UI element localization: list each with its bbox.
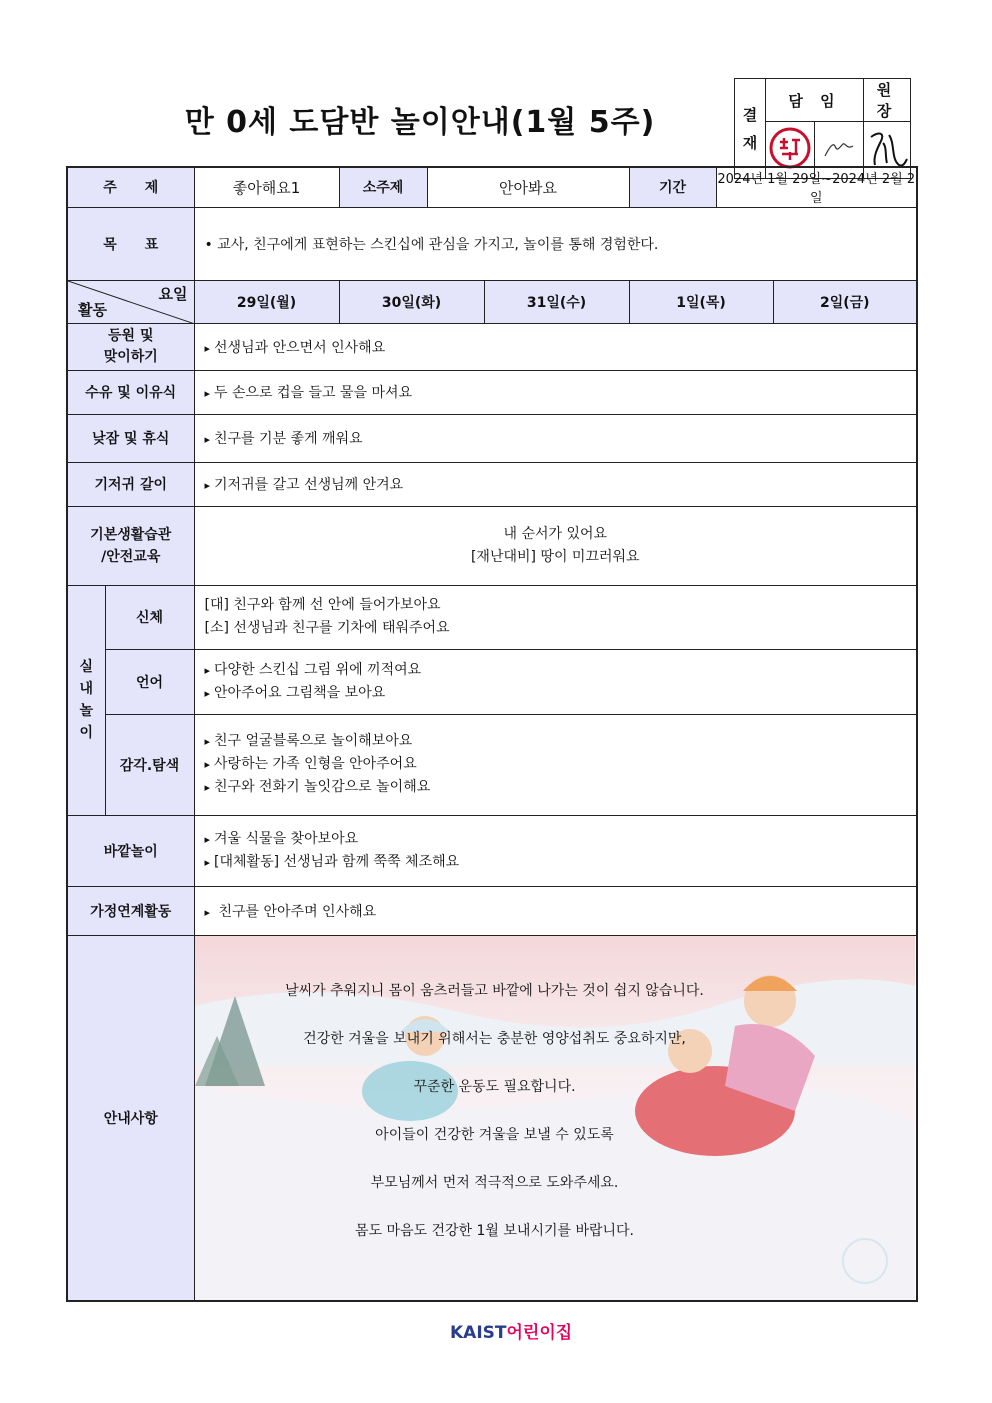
bullet-icon [205, 831, 215, 847]
indoor-play-label [67, 585, 105, 815]
arrival-text [194, 323, 917, 370]
bullet-icon [205, 685, 215, 701]
goal-text-value: 교사, 친구에게 표현하는 스킨십에 관심을 가지고, 놀이를 통해 경험한다. [217, 236, 659, 253]
habits-label [67, 506, 194, 585]
home-link-label: 가정연계활동 [67, 886, 194, 935]
outdoor-item: 겨울 식물을 찾아보아요 [214, 830, 359, 847]
indoor-label-char: 이 [79, 725, 94, 741]
habits-text-line1: 내 순서가 있어요 [503, 525, 608, 542]
bullet-icon [205, 854, 215, 870]
red-seal-icon [768, 126, 812, 170]
physical-items [194, 585, 917, 649]
day-activity-header [67, 280, 194, 323]
notice-cell [194, 935, 917, 1301]
language-item: 안아주어요 그림책을 보아요 [214, 684, 386, 701]
bullet-icon [205, 904, 215, 920]
bullet-icon [205, 662, 215, 678]
bullet-icon [205, 779, 215, 795]
indoor-label-char: 실 [79, 659, 94, 675]
director-header: 원 장 [864, 79, 911, 122]
theme-value: 좋아해요1 [194, 167, 339, 207]
bullet-icon [205, 756, 215, 772]
arrival-label-line2: 맞이하기 [103, 348, 158, 365]
goal-text: • 교사, 친구에게 표현하는 스킨십에 관심을 가지고, 놀이를 통해 경험한다. [194, 207, 917, 280]
period-value: 2024년 1월 29일~2024년 2월 2일 [716, 167, 917, 207]
subtheme-value: 안아봐요 [427, 167, 629, 207]
notice-text [195, 980, 795, 1268]
language-item: 다양한 스킨십 그림 위에 끼적여요 [214, 661, 422, 678]
nap-label: 낮잠 및 휴식 [67, 414, 194, 462]
plan-table [66, 166, 918, 1302]
physical-label: 신체 [105, 585, 194, 649]
notice-line: 몸도 마음도 건강한 1월 보내시기를 바랍니다. [354, 1222, 635, 1239]
arrival-label [67, 323, 194, 370]
outdoor-label: 바깥놀이 [67, 815, 194, 886]
sensory-label: 감각.탐색 [105, 714, 194, 815]
diaper-label: 기저귀 갈이 [67, 462, 194, 506]
outdoor-items [194, 815, 917, 886]
theme-label: 주 제 [67, 167, 194, 207]
bullet-icon [205, 385, 215, 401]
approval-box [734, 78, 911, 179]
language-label: 언어 [105, 649, 194, 714]
language-items [194, 649, 917, 714]
notice-line: 꾸준한 운동도 필요합니다. [413, 1078, 576, 1095]
feeding-text-value: 두 손으로 컵을 들고 물을 마셔요 [214, 385, 413, 401]
approval-label-top: 결 [742, 105, 758, 124]
signature-icon [817, 128, 861, 168]
page-title: 만 0세 도담반 놀이안내(1월 5주) [184, 105, 656, 140]
diaper-text [194, 462, 917, 506]
indoor-label-char: 내 [79, 681, 94, 697]
subtheme-label: 소주제 [339, 167, 427, 207]
indoor-label-char: 놀 [79, 703, 94, 719]
period-label: 기간 [629, 167, 716, 207]
diaper-text-value: 기저귀를 갈고 선생님께 안겨요 [214, 477, 404, 493]
day-header-fri: 2일(금) [773, 280, 917, 323]
habits-text [194, 506, 917, 585]
physical-item: [소] 선생님과 친구를 기차에 태워주어요 [204, 620, 450, 636]
habits-label-line2: /안전교육 [101, 548, 161, 565]
feeding-label: 수유 및 이유식 [67, 370, 194, 414]
notice-line: 아이들이 건강한 겨울을 보낼 수 있도록 [375, 1126, 614, 1143]
notice-line: 날씨가 추워지니 몸이 움츠러들고 바깥에 나가는 것이 쉽지 않습니다. [285, 982, 704, 999]
sensory-items [194, 714, 917, 815]
sensory-item: 친구 얼굴블록으로 놀이해보아요 [214, 733, 413, 749]
goal-label: 목 표 [67, 207, 194, 280]
home-link-text-value: 친구를 안아주며 인사해요 [218, 903, 377, 920]
activity-header-label: 활동 [78, 300, 107, 319]
sensory-item: 친구와 전화기 놀잇감으로 놀이해요 [214, 779, 431, 795]
day-header-wed: 31일(수) [484, 280, 629, 323]
day-header-thu: 1일(목) [629, 280, 773, 323]
notice-line: 건강한 겨울을 보내기 위해서는 충분한 영양섭취도 중요하지만, [303, 1030, 686, 1047]
bullet-icon [205, 431, 215, 447]
habits-label-line1: 기본생활습관 [90, 526, 172, 543]
bullet-icon [205, 733, 215, 749]
physical-item: [대] 친구와 함께 선 안에 들어가보아요 [204, 597, 441, 613]
day-header-tue: 30일(화) [339, 280, 484, 323]
day-header-mon: 29일(월) [194, 280, 339, 323]
kaist-kindergarten-logo [450, 1318, 572, 1343]
sensory-item: 사랑하는 가족 인형을 안아주어요 [214, 756, 417, 772]
home-link-text [194, 886, 917, 935]
arrival-label-line1: 등원 및 [108, 327, 154, 344]
bullet-icon [205, 477, 215, 493]
weekday-header-label: 요일 [158, 284, 188, 303]
nap-text [194, 414, 917, 462]
homeroom-teacher-header: 담 임 [766, 79, 864, 122]
outdoor-item: [대체활동] 선생님과 함께 쭉쭉 체조해요 [214, 853, 460, 870]
approval-label-bottom: 재 [742, 133, 758, 152]
approval-label [735, 79, 766, 179]
feeding-text [194, 370, 917, 414]
habits-text-line2: [재난대비] 땅이 미끄러워요 [470, 548, 640, 565]
notice-line: 부모님께서 먼저 적극적으로 도와주세요. [370, 1174, 619, 1191]
bullet-icon [205, 340, 215, 356]
notice-label: 안내사항 [67, 935, 194, 1301]
logo-kindergarten-text: 어린이집 [506, 1323, 573, 1343]
logo-kaist-text: KAIST [450, 1323, 507, 1343]
arrival-text-value: 선생님과 안으면서 인사해요 [214, 339, 386, 356]
nap-text-value: 친구를 기분 좋게 깨워요 [214, 431, 363, 447]
